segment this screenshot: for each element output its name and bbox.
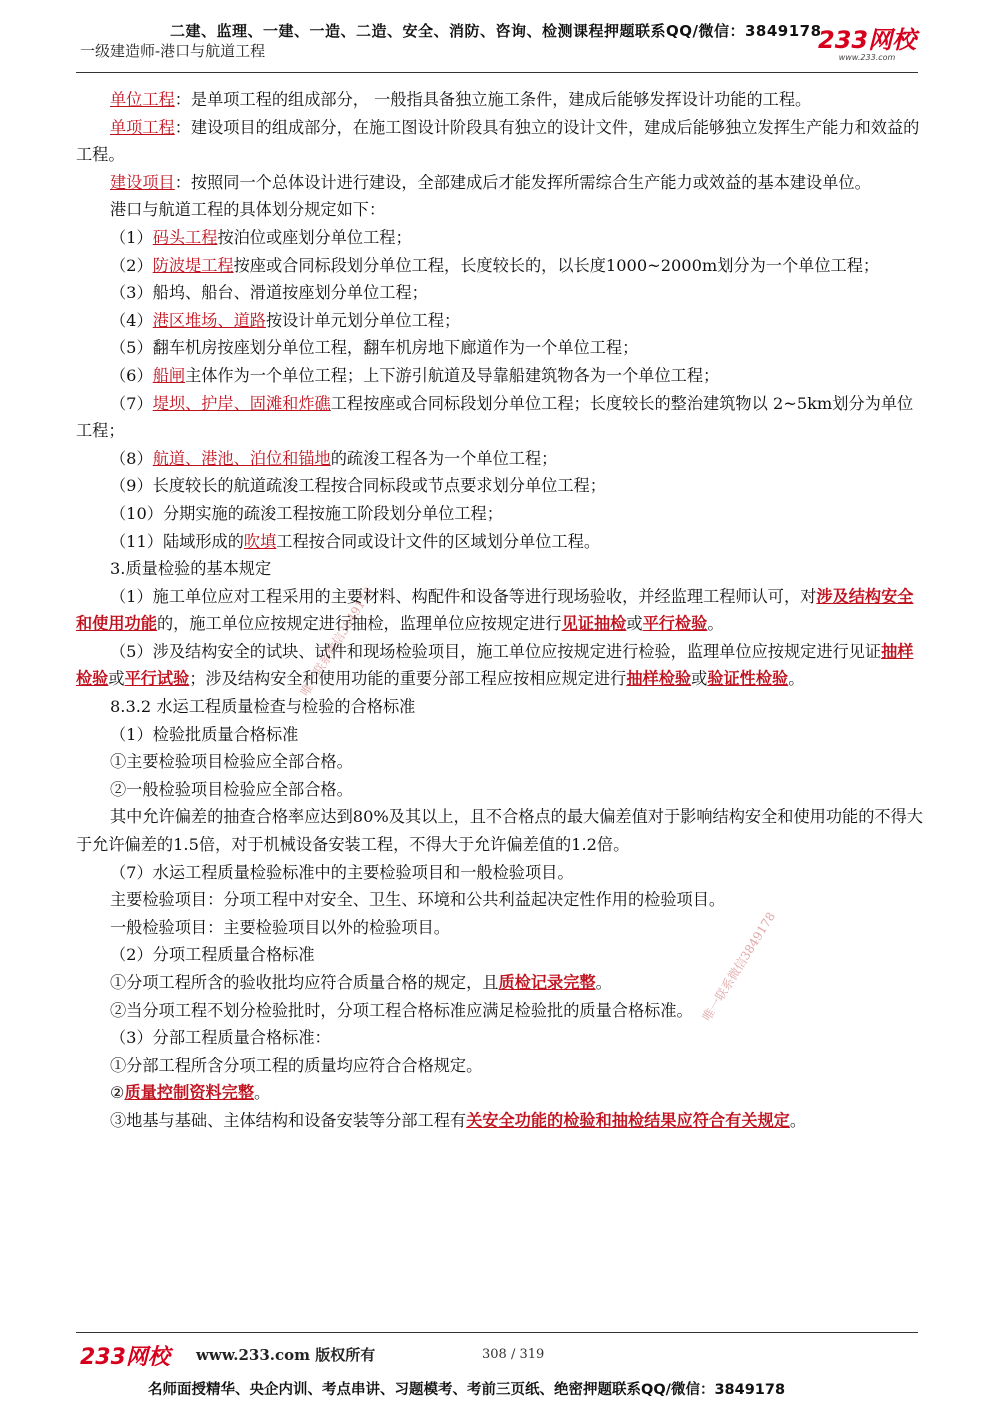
section-heading: 3.质量检验的基本规定 — [110, 559, 272, 579]
paragraph: 建设项目：按照同一个总体设计进行建设，全部建成后才能发挥所需综合生产能力或效益的基本建设单位。 — [110, 172, 871, 192]
highlight-term: 防波堤工程 — [152, 255, 234, 275]
paragraph: 其中允许偏差的抽查合格率应达到80%及其以上，且不合格点的最大偏差值对于影响结构安全和使用功能的不得大于允许偏差的1.5倍，对于机械设备安装工程，不得大于允许偏差值的1.2倍。 — [76, 807, 923, 855]
highlight-term: 质检记录完整 — [498, 973, 596, 992]
list-item: （4）港区堆场、道路按设计单元划分单位工程； — [110, 310, 461, 330]
highlight-term: 质量控制资料完整 — [124, 1083, 255, 1103]
copyright-text: www.233.com 版权所有 — [196, 1346, 376, 1364]
list-item: （3）船坞、船台、滑道按座划分单位工程； — [110, 283, 428, 303]
list-item: （10）分期实施的疏浚工程按施工阶段划分单位工程； — [110, 503, 503, 523]
highlight-term: 船闸 — [152, 365, 186, 385]
footer-logo: 233网校 — [80, 1345, 170, 1370]
paragraph: ②一般检验项目检验应全部合格。 — [110, 779, 353, 799]
page-number: 308 / 319 — [482, 1347, 545, 1362]
highlight-term: 港区堆场、道路 — [152, 310, 266, 330]
list-item: （11）陆域形成的吹填工程按合同或设计文件的区域划分单位工程。 — [110, 531, 601, 551]
paragraph: ②质量控制资料完整。 — [110, 1083, 271, 1103]
list-item: （7）堤坝、护岸、固滩和炸礁工程按座或合同标段划分单位工程；长度较长的整治建筑物以 2~5km划分为单位工程； — [76, 393, 914, 441]
highlight-term: 建设项目 — [110, 172, 175, 192]
footer-ad-text: 名师面授精华、央企内训、考点串讲、习题模考、考前三页纸、绝密押题联系QQ/微信：3849178 — [148, 1382, 786, 1398]
list-item: （1）码头工程按泊位或座划分单位工程； — [110, 227, 412, 247]
header-ad-text: 二建、监理、一建、一造、二造、安全、消防、咨询、检测课程押题联系QQ/微信：3849178 — [170, 22, 822, 40]
list-item: （6）船闸主体作为一个单位工程；上下游引航道及导靠船建筑物各为一个单位工程； — [110, 365, 720, 385]
footer-divider — [76, 1332, 918, 1333]
paragraph: 一般检验项目：主要检验项目以外的检验项目。 — [110, 917, 450, 937]
highlight-term: 关安全功能的检验和抽检结果应符合有关规定 — [466, 1110, 790, 1130]
highlight-term: 涉及结构安全和使用功能 — [76, 586, 914, 634]
watermark: 唯一联系微信3849178 — [297, 584, 377, 699]
highlight-term: 验证性检验 — [707, 669, 789, 689]
highlight-term: 码头工程 — [152, 227, 218, 247]
list-item: （8）航道、港池、泊位和锚地的疏浚工程各为一个单位工程； — [110, 448, 558, 468]
highlight-term: 见证抽检 — [561, 614, 627, 634]
paragraph: 主要检验项目：分项工程中对安全、卫生、环境和公共利益起决定性作用的检验项目。 — [110, 890, 726, 910]
paragraph: ②当分项工程不划分检验批时，分项工程合格标准应满足检验批的质量合格标准。 — [110, 1000, 693, 1020]
paragraph: 港口与航道工程的具体划分规定如下： — [110, 200, 386, 220]
highlight-term: 平行试验 — [124, 669, 190, 689]
brand-logo — [818, 28, 916, 62]
highlight-term: 单项工程 — [110, 117, 175, 137]
paragraph: ①分部工程所含分项工程的质量均应符合合格规定。 — [110, 1055, 483, 1075]
paragraph: （1）检验批质量合格标准 — [110, 724, 299, 744]
highlight-term: 抽样检验 — [626, 669, 692, 689]
paragraph: （3）分部工程质量合格标准： — [110, 1028, 331, 1048]
paragraph: ①分项工程所含的验收批均应符合质量合格的规定，且质检记录完整。 — [110, 973, 612, 992]
list-item: （2）防波堤工程按座或合同标段划分单位工程，长度较长的，以长度1000~2000m划分为一个单位工程； — [110, 255, 880, 275]
paragraph: （2）分项工程质量合格标准 — [110, 945, 315, 965]
document-subtitle: 一级建造师-港口与航道工程 — [80, 42, 266, 60]
paragraph: （5）涉及结构安全的试块、试件和现场检验项目，施工单位应按规定进行检验，监理单位应按规定进行见证抽样检验或平行试验；涉及结构安全和使用功能的重要分部工程应按相应规定进行抽样检验或验证性检验。 — [76, 641, 914, 689]
highlight-term: 单位工程 — [110, 90, 175, 109]
highlight-term: 平行检验 — [642, 614, 708, 634]
brand-logo-url: www.233.com — [838, 53, 896, 62]
list-item: （5）翻车机房按座划分单位工程，翻车机房地下廊道作为一个单位工程； — [110, 338, 639, 358]
paragraph: ①主要检验项目检验应全部合格。 — [110, 752, 353, 772]
watermark: 唯一联系微信3849178 — [699, 909, 779, 1024]
highlight-term: 航道、港池、泊位和锚地 — [152, 448, 331, 468]
paragraph: 单位工程：是单项工程的组成部分， 一般指具备独立施工条件，建成后能够发挥设计功能的工程。 — [110, 90, 812, 109]
paragraph: （7）水运工程质量检验标准中的主要检验项目和一般检验项目。 — [110, 862, 574, 882]
brand-logo-text: 233网校 — [818, 26, 917, 54]
highlight-term: 抽样检验 — [76, 641, 914, 689]
section-heading: 8.3.2 水运工程质量检查与检验的合格标准 — [110, 697, 416, 717]
paragraph: （1）施工单位应对工程采用的主要材料、构配件和设备等进行现场验收，并经监理工程师认可，对涉及结构安全和使用功能的，施工单位应按规定进行抽检，监理单位应按规定进行见证抽检或平行检验。 — [76, 586, 914, 634]
list-item: （9）长度较长的航道疏浚工程按合同标段或节点要求划分单位工程； — [110, 476, 606, 496]
highlight-term: 吹填 — [243, 531, 277, 551]
paragraph: 单项工程：建设项目的组成部分，在施工图设计阶段具有独立的设计文件，建成后能够独立发挥生产能力和效益的工程。 — [76, 117, 920, 165]
highlight-term: 堤坝、护岸、固滩和炸礁 — [152, 393, 331, 413]
header-divider — [76, 72, 918, 73]
paragraph: ③地基与基础、主体结构和设备安装等分部工程有关安全功能的检验和抽检结果应符合有关规定。 — [110, 1110, 807, 1130]
document-body — [76, 86, 926, 1135]
